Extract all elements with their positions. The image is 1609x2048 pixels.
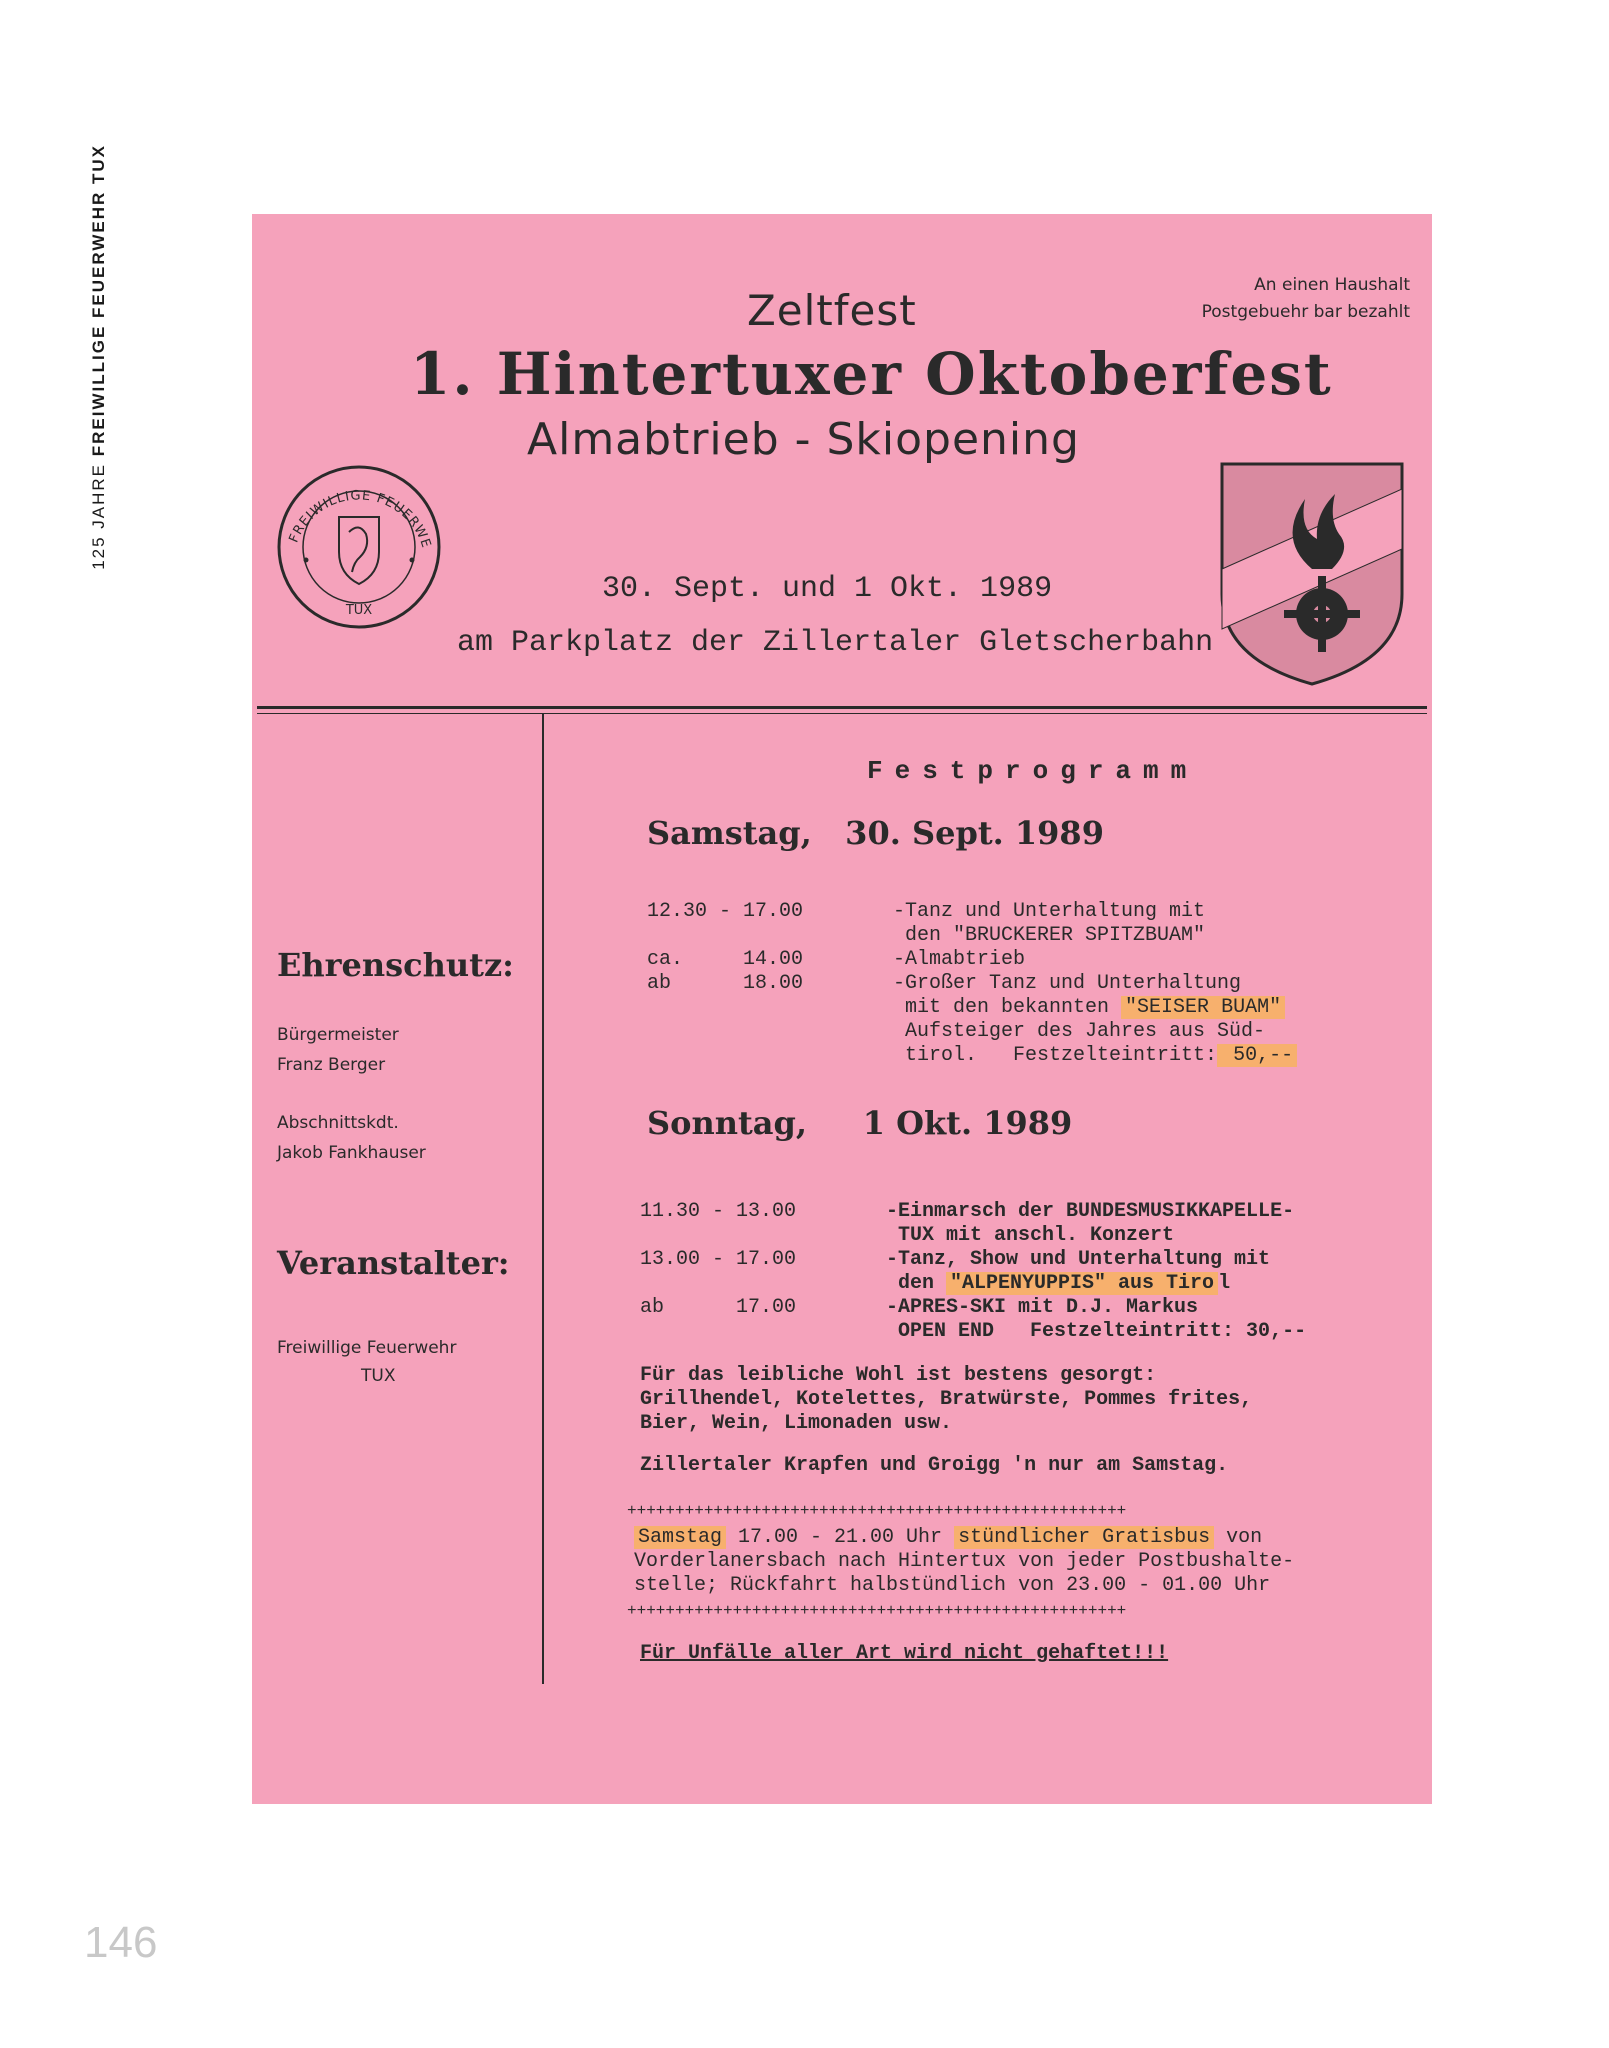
alpenyuppis-highlight: "ALPENYUPPIS" aus Tiro <box>946 1272 1218 1295</box>
flyer <box>252 214 1432 1804</box>
mailing-line-1: An einen Haushalt <box>1254 275 1410 295</box>
sunday-heading: Sonntag, 1 Okt. 1989 <box>647 1104 1073 1142</box>
column-divider <box>542 714 544 1684</box>
ehrenschutz-list <box>277 1020 426 1168</box>
price-highlight: 50,-- <box>1217 1044 1297 1067</box>
spine-label <box>84 144 114 584</box>
food-notice: Für das leibliche Wohl ist bestens gesorgt: Grillhendel, Kotelettes, Bratwürste, Pommes frites, Bier, Wein, Limonaden usw. <box>640 1364 1253 1435</box>
saturday-row-cont: Aufsteiger des Jahres aus Süd- <box>893 1020 1266 1043</box>
page-number: 146 <box>84 1918 158 1967</box>
spine-prefix: 125 JAHRE <box>89 456 108 570</box>
saturday-row: 12.30 - 17.00 -Tanz und Unterhaltung mit <box>647 900 1206 923</box>
seal-bottom-text: TUX <box>345 603 373 618</box>
krapfen-notice: Zillertaler Krapfen und Groigg 'n nur am Samstag. <box>640 1454 1229 1477</box>
plus-rule-bottom: ++++++++++++++++++++++++++++++++++++++++++++++++++++ <box>627 1602 1127 1620</box>
fire-brigade-seal <box>274 462 444 632</box>
ehrenschutz-entry: Abschnittskdt. <box>277 1113 399 1133</box>
flyer-subtitle: Almabtrieb - Skiopening <box>527 414 1080 465</box>
saturday-row: ca. 14.00 -Almabtrieb <box>647 948 1026 971</box>
sunday-program: 11.30 - 13.00 -Einmarsch der BUNDESMUSIKKAPELLE- TUX mit anschl. Konzert 13.00 - 17.00 -Tanz, Show und Unterhaltung mit den "ALPENYUPPIS" aus Tiro l ab 17.00 -APRES-SKI mit D.J. Markus OPEN END Festzelteintritt: 30,-- <box>640 1200 1307 1343</box>
event-date: 30. Sept. und 1 Okt. 1989 <box>602 572 1053 606</box>
spine-title: FREIWILLIGE FEUERWEHR TUX <box>89 144 108 457</box>
mailing-line-2: Postgebuehr bar bezahlt <box>1201 302 1410 322</box>
ehrenschutz-entry: Bürgermeister <box>277 1025 399 1045</box>
saturday-heading: Samstag, 30. Sept. 1989 <box>647 814 1104 852</box>
program-title: Festprogramm <box>867 756 1199 786</box>
seal-ring-text: FREIWILLIGE FEUERWE <box>286 488 434 551</box>
disclaimer: Für Unfälle aller Art wird nicht gehaftet!!! <box>640 1642 1169 1665</box>
veranstalter-heading: Veranstalter: <box>277 1244 510 1282</box>
ehrenschutz-entry: Jakob Fankhauser <box>277 1143 426 1163</box>
saturday-program <box>647 900 1297 1068</box>
bus-notice: Samstag 17.00 - 21.00 Uhr stündlicher Gratisbus von Vorderlanersbach nach Hintertux von jeder Postbushalte- stelle; Rückfahrt halbstündlich von 23.00 - 01.00 Uhr <box>634 1526 1295 1597</box>
band-highlight: "SEISER BUAM" <box>1121 996 1285 1019</box>
ehrenschutz-heading: Ehrenschutz: <box>277 946 514 984</box>
svg-text:FREIWILLIGE FEUERWEHR <box>274 462 434 550</box>
bus-day-highlight: Samstag <box>634 1526 726 1549</box>
plus-rule-top: ++++++++++++++++++++++++++++++++++++++++++++++++++++ <box>627 1502 1127 1520</box>
header-rule-bottom <box>257 713 1427 714</box>
veranstalter-line: Freiwillige Feuerwehr <box>277 1338 457 1358</box>
veranstalter-list <box>277 1334 456 1390</box>
saturday-row: ab 18.00 -Großer Tanz und Unterhaltung <box>647 972 1242 995</box>
coat-of-arms <box>1217 459 1407 689</box>
saturday-row-cont: mit den bekannten "SEISER BUAM" <box>647 996 1297 1020</box>
gratisbus-highlight: stündlicher Gratisbus <box>954 1526 1214 1549</box>
header-rule-top <box>257 706 1427 709</box>
mailing-note <box>1202 272 1410 326</box>
event-venue: am Parkplatz der Zillertaler Gletscherbahn <box>457 626 1214 660</box>
saturday-row-cont: tirol. Festzelteintritt: 50,-- <box>647 1044 1297 1068</box>
saturday-row-cont: den "BRUCKERER SPITZBUAM" <box>893 924 1206 947</box>
ehrenschutz-entry: Franz Berger <box>277 1055 386 1075</box>
veranstalter-line: TUX <box>361 1366 396 1386</box>
kicker: Zeltfest <box>747 286 917 335</box>
flyer-title: 1. Hintertuxer Oktoberfest <box>410 340 1333 408</box>
